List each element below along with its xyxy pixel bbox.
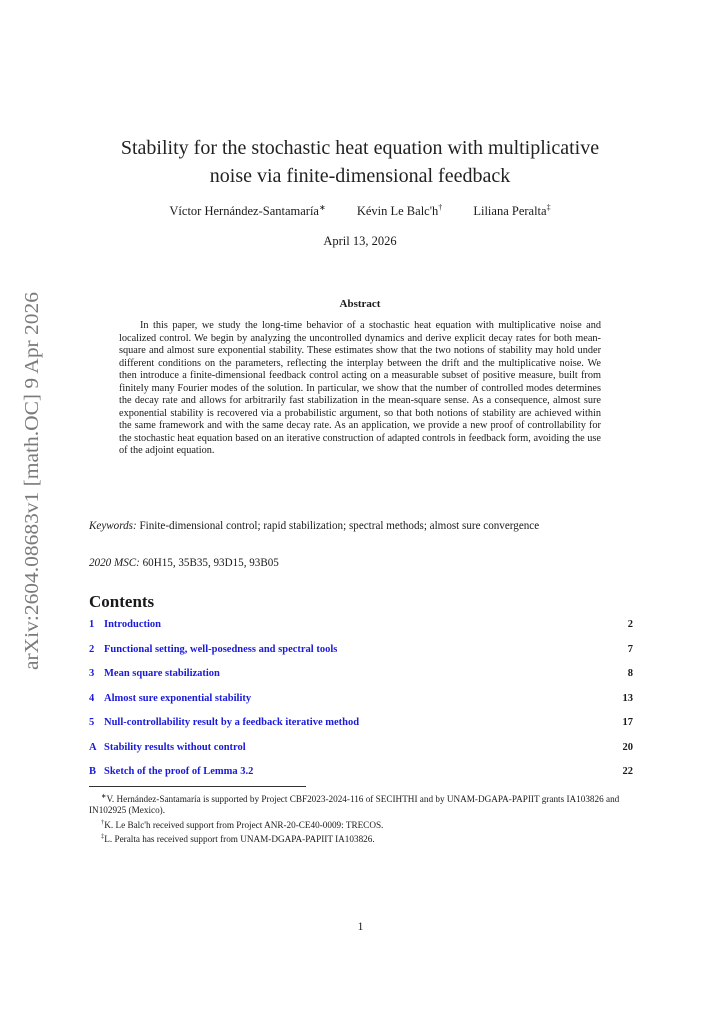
msc-classification xyxy=(89,556,633,571)
author-name: Liliana Peralta xyxy=(473,204,547,219)
keywords-label: Keywords: xyxy=(89,520,137,532)
author-name: Víctor Hernández-Santamaría xyxy=(169,204,319,219)
toc-page: 7 xyxy=(627,643,633,655)
footnote-text: V. Hernández-Santamaría is supported by Project CBF2023-2024-116 of SECIHTHI and by UNAM-DGAPA-PAPIIT grants IA103826 and IN102925 (Mexico). xyxy=(89,794,620,816)
keywords xyxy=(89,519,633,534)
author xyxy=(169,204,325,218)
toc-link[interactable]: Null-controllability result by a feedback iterative method xyxy=(104,717,360,728)
toc-page: 2 xyxy=(627,619,633,630)
toc-page: 20 xyxy=(622,741,633,753)
footnote xyxy=(89,831,633,845)
toc-link[interactable]: Sketch of the proof of Lemma 3.2 xyxy=(104,766,254,777)
toc-entry-mean-square[interactable] xyxy=(89,668,633,693)
msc-label: 2020 MSC: xyxy=(89,557,140,569)
toc-page: 8 xyxy=(627,668,633,679)
title-line-1: Stability for the stochastic heat equation with multiplicative xyxy=(120,137,600,159)
msc-codes: 60H15, 35B35, 93D15, 93B05 xyxy=(142,557,279,569)
author-mark: † xyxy=(438,203,443,212)
toc-number[interactable]: 4 xyxy=(89,692,95,704)
author xyxy=(357,204,442,218)
footnote-mark: ‡ xyxy=(101,833,105,841)
keywords-text: Finite-dimensional control; rapid stabilization; spectral methods; almost sure convergence xyxy=(139,520,540,532)
toc-entry-almost-sure[interactable] xyxy=(89,693,633,718)
toc-page: 17 xyxy=(622,717,633,728)
author-list xyxy=(90,203,630,219)
arxiv-stamp-text: arXiv:2604.08683v1 [math.OC] 9 Apr 2026 xyxy=(21,309,43,670)
toc-page: 13 xyxy=(622,692,633,704)
toc-link[interactable]: Stability results without control xyxy=(104,741,246,753)
toc-entry-appendix-a[interactable] xyxy=(89,742,633,767)
title-line-2: noise via finite-dimensional feedback xyxy=(209,165,511,187)
author-mark: ‡ xyxy=(546,203,551,212)
toc-link[interactable]: Almost sure exponential stability xyxy=(104,692,252,704)
footnote-mark: † xyxy=(101,818,105,826)
arxiv-side-stamp xyxy=(8,290,52,670)
toc-entry-null-controllability[interactable] xyxy=(89,717,633,742)
footnote-text: L. Peralta has received support from UNAM-DGAPA-PAPIIT IA103826. xyxy=(104,834,375,845)
toc-page: 22 xyxy=(622,766,633,777)
paper-title xyxy=(90,134,630,190)
toc-entry-functional-setting[interactable] xyxy=(89,644,633,669)
footnote-text: K. Le Balc'h received support from Project ANR-20-CE40-0009: TRECOS. xyxy=(104,819,384,830)
footnote xyxy=(89,817,633,831)
paper-date: April 13, 2026 xyxy=(323,234,397,248)
page-number: 1 xyxy=(357,921,364,933)
toc-link[interactable]: Mean square stabilization xyxy=(104,668,220,679)
toc-entry-introduction[interactable] xyxy=(89,619,633,644)
toc-number[interactable]: 2 xyxy=(89,643,95,655)
toc-number[interactable]: 1 xyxy=(89,619,95,630)
footnote xyxy=(89,791,633,817)
author-name: Kévin Le Balc'h xyxy=(356,204,439,219)
abstract-text: In this paper, we study the long-time behavior of a stochastic heat equation with multiplicative noise and localized control. We begin by analyzing the uncontrolled dynamics and derive explicit decay rates for both mean-square and almost sure exponential stability. These estimates show that the two notions of stability may hold under different conditions on the parameters, reflecting the interplay between the drift and the multiplicative noise. We then introduce a finite-dimensional feedback control acting on a measurable subset of positive measure, built from finitely many Fourier modes of the solution. In particular, we show that the number of controlled modes determines the decay rate and allows for arbitrarily fast stabilization in the mean-square sense. As a consequence, almost sure exponential stability is recovered via a probabilistic argument, so that both notions of stability are achieved within the same framework and with the same decay rate. As an application, we provide a new proof of controllability for the stochastic heat equation based on an iterative construction of adapted controls in feedback form, avoiding the use of the adjoint equation. xyxy=(119,320,601,457)
author xyxy=(473,204,550,218)
toc-link[interactable]: Introduction xyxy=(104,619,161,630)
toc-number[interactable]: B xyxy=(89,766,97,777)
footnote-mark: ∗ xyxy=(101,793,107,800)
table-of-contents xyxy=(89,619,633,791)
contents-heading: Contents xyxy=(89,592,155,611)
toc-number[interactable]: A xyxy=(89,741,97,753)
toc-number[interactable]: 3 xyxy=(89,668,95,679)
toc-link[interactable]: Functional setting, well-posedness and spectral tools xyxy=(104,643,338,655)
abstract-heading: Abstract xyxy=(339,298,381,310)
footnotes xyxy=(89,791,633,846)
toc-number[interactable]: 5 xyxy=(89,717,95,728)
author-mark: ∗ xyxy=(319,203,326,212)
footnote-rule xyxy=(89,786,306,787)
